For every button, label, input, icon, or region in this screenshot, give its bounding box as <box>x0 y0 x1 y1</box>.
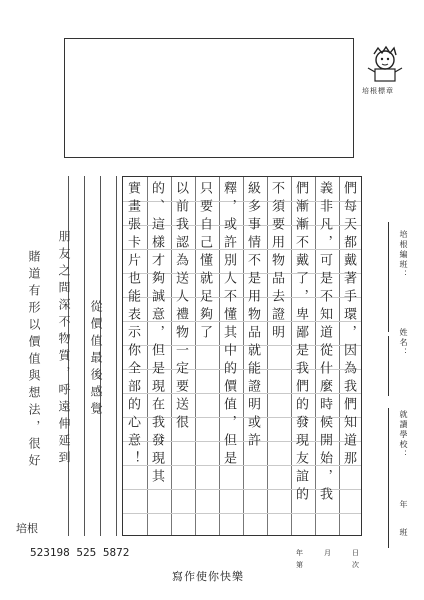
grade-label: 年 <box>399 500 408 510</box>
essay-column: 的、這樣才夠誠意，但是現在我發現其 <box>149 181 164 487</box>
footer-slogan: 寫作使你快樂 <box>172 570 244 583</box>
margin-column <box>72 176 85 536</box>
essay-column: 以前我認為送人禮物一定要送很 <box>173 181 188 433</box>
essay-column: 義非凡，可是不知道從什麼時候開始，我 <box>317 181 332 505</box>
page-label: 第 <box>296 561 303 569</box>
count-label: 次 <box>352 561 359 569</box>
essay-column: 只要自己懂就足夠了 <box>197 181 212 343</box>
writing-grid <box>122 176 362 536</box>
essay-column: 實畫張卡片也能表示你全部的心意！ <box>125 181 140 469</box>
essay-column: 不須要用物品去證明 <box>269 181 284 343</box>
essay-column: 釋，或許別人不懂其中的價值，但是 <box>221 181 236 469</box>
teacher-note: 賭道有形以價值與想法，很好 <box>27 250 41 471</box>
essay-column: 們漸漸不戴了，卑鄙是我們的發現友誼的 <box>293 181 308 505</box>
seal-caption: 培根標章 <box>362 87 394 95</box>
date-year: 年 <box>296 549 303 557</box>
class-label: 培根編班： <box>399 230 408 280</box>
margin-column <box>104 176 117 536</box>
teacher-note: 朋友之間深不物質，呼遠伸延到 <box>57 230 71 468</box>
class-suffix: 班 <box>399 528 408 538</box>
name-label: 姓名： <box>399 328 408 358</box>
left-signature: 培根 <box>16 522 38 535</box>
essay-column: 們每天都戴著手環，因為我們知道那 <box>341 181 356 469</box>
date-day: 日 <box>352 549 359 557</box>
essay-column: 級多事情不是用物品就能證明或許 <box>245 181 260 451</box>
handwritten-code: 523198 525 5872 <box>30 546 130 559</box>
date-month: 月 <box>324 549 331 557</box>
teacher-comment-box <box>64 38 354 158</box>
school-label: 就讀學校： <box>399 410 408 460</box>
teacher-note: 從價值最後感覺 <box>89 300 103 419</box>
